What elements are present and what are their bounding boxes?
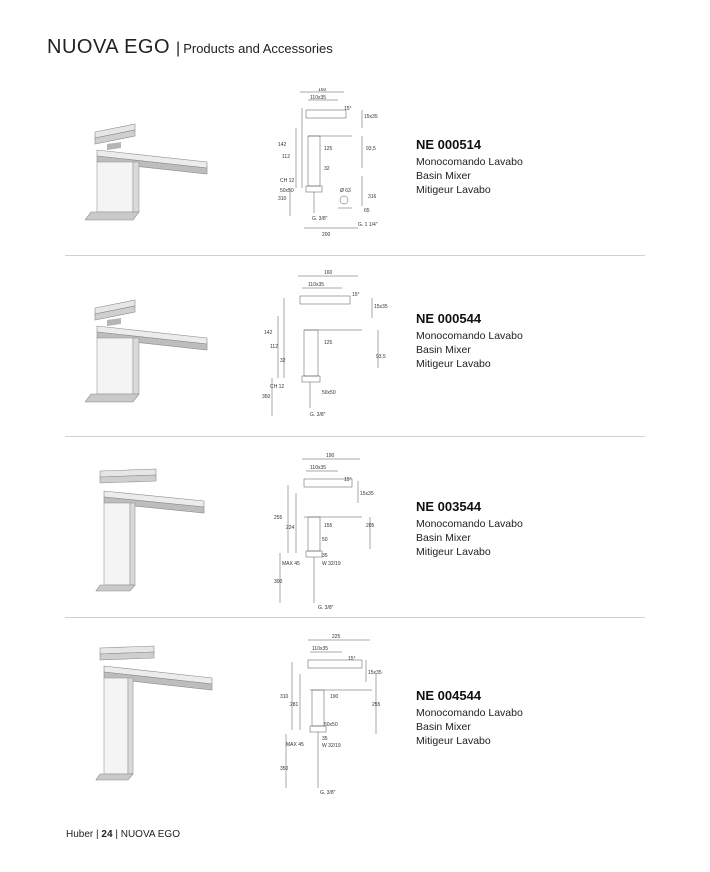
footer-separator: |	[115, 829, 118, 840]
product-info-3	[416, 499, 523, 559]
dim-spout-height: 93,5	[376, 354, 386, 360]
product-name-en: Basin Mixer	[416, 170, 471, 182]
dim-side: 15x35	[360, 491, 374, 497]
dim-lever: 110x35	[310, 465, 327, 471]
product-name-it: Monocomando Lavabo	[416, 156, 523, 168]
product-code: NE 000514	[416, 137, 482, 152]
dim-spout: 125	[324, 146, 333, 152]
dim-angle: 15°	[348, 656, 356, 662]
dim-base: 50x50	[324, 722, 338, 728]
page-header	[47, 36, 333, 59]
technical-drawing-1	[278, 88, 398, 238]
technical-drawing-2	[262, 268, 392, 418]
product-name-en: Basin Mixer	[416, 532, 471, 544]
dim-height-total: 142	[278, 142, 287, 148]
dim-thread-w: W 32/19	[322, 743, 341, 749]
dim-spout: 125	[324, 340, 333, 346]
faucet-image-short	[85, 120, 215, 230]
dim-thread: G. 3/8"	[310, 412, 326, 418]
technical-drawing-3	[274, 453, 384, 613]
dim-ch: CH 12	[280, 178, 295, 184]
page-subtitle: Products and Accessories	[183, 41, 333, 56]
dim-lever: 110x35	[308, 282, 325, 288]
faucet-image-short	[85, 296, 215, 408]
dim-spout-height: 93,5	[366, 146, 376, 152]
dim-spout-height: 255	[372, 702, 381, 708]
dim-angle-low: 32	[280, 358, 286, 364]
dim-hole: 35	[322, 736, 328, 742]
dim-width: 225	[332, 634, 341, 640]
page-title: NUOVA EGO	[47, 36, 171, 58]
dim-depth: 300	[274, 579, 283, 585]
dim-max: MAX 45	[282, 561, 300, 567]
dim-thread-w: W 32/19	[322, 561, 341, 567]
dim-width: 160	[318, 88, 327, 93]
dim-height-total: 310	[280, 694, 289, 700]
dim-drain: Ø 63	[340, 188, 351, 194]
product-name-en: Basin Mixer	[416, 721, 471, 733]
product-code: NE 003544	[416, 499, 482, 514]
product-section-1	[0, 80, 710, 255]
dim-max: MAX 45	[286, 742, 304, 748]
product-name-fr: Mitigeur Lavabo	[416, 546, 491, 558]
dim-height-inner: 281	[290, 702, 299, 708]
dim-depth: 310	[278, 196, 287, 202]
dim-depth: 350	[280, 766, 289, 772]
product-code: NE 000544	[416, 311, 482, 326]
product-name-fr: Mitigeur Lavabo	[416, 358, 491, 370]
page-footer	[66, 829, 180, 840]
page-number: 24	[101, 829, 113, 840]
dim-side: 15x35	[364, 114, 378, 120]
product-section-3	[0, 437, 710, 617]
dim-lever: 110x35	[312, 646, 329, 652]
dim-waste-height: 316	[368, 194, 377, 200]
dim-thread: G. 3/8"	[312, 216, 328, 222]
product-name-it: Monocomando Lavabo	[416, 330, 523, 342]
dim-width: 160	[324, 270, 333, 276]
dim-base: 50	[322, 537, 328, 543]
header-separator: |	[176, 40, 181, 57]
dim-angle: 15°	[352, 292, 360, 298]
dim-angle: 15°	[344, 106, 352, 112]
dim-base: 50x50	[322, 390, 336, 396]
technical-drawing-4	[280, 634, 390, 798]
dim-thread: G. 3/8"	[320, 790, 336, 796]
dim-spout-height: 205	[366, 523, 375, 529]
footer-collection: NUOVA EGO	[120, 829, 180, 840]
dim-side: 15x35	[374, 304, 388, 310]
dim-lever: 110x35	[310, 95, 327, 101]
dim-side: 15x35	[368, 670, 382, 676]
dim-height-inner: 224	[286, 525, 295, 531]
dim-depth: 350	[262, 394, 271, 400]
product-code: NE 004544	[416, 688, 482, 703]
dim-hole: 32	[324, 166, 330, 172]
dim-height-inner: 112	[270, 344, 278, 350]
product-name-it: Monocomando Lavabo	[416, 707, 523, 719]
product-info-4	[416, 688, 523, 748]
dim-height-total: 142	[264, 330, 273, 336]
footer-brand: Huber	[66, 829, 94, 840]
footer-separator: |	[96, 829, 99, 840]
dim-width: 190	[326, 453, 335, 459]
product-name-fr: Mitigeur Lavabo	[416, 735, 491, 747]
dim-height-inner: 112	[282, 154, 290, 160]
dim-spout: 190	[330, 694, 339, 700]
dim-bottom: 200	[322, 232, 331, 238]
dim-angle: 15°	[344, 477, 352, 483]
faucet-image-tall	[92, 465, 222, 595]
dim-hole: 35	[322, 553, 328, 559]
faucet-image-extra-tall	[92, 642, 222, 784]
product-name-it: Monocomando Lavabo	[416, 518, 523, 530]
dim-spout: 155	[324, 523, 333, 529]
dim-height-total: 255	[274, 515, 283, 521]
dim-waste-thread: G. 1 1/4"	[358, 222, 378, 228]
dim-thread: G. 3/8"	[318, 605, 334, 611]
product-section-2	[0, 256, 710, 436]
product-info-2	[416, 311, 523, 371]
dim-waste-depth: 65	[364, 208, 370, 214]
product-section-4	[0, 618, 710, 808]
product-name-fr: Mitigeur Lavabo	[416, 184, 491, 196]
dim-base: 50x50	[280, 188, 294, 194]
product-name-en: Basin Mixer	[416, 344, 471, 356]
product-info-1	[416, 137, 523, 197]
dim-ch: CH 12	[270, 384, 285, 390]
